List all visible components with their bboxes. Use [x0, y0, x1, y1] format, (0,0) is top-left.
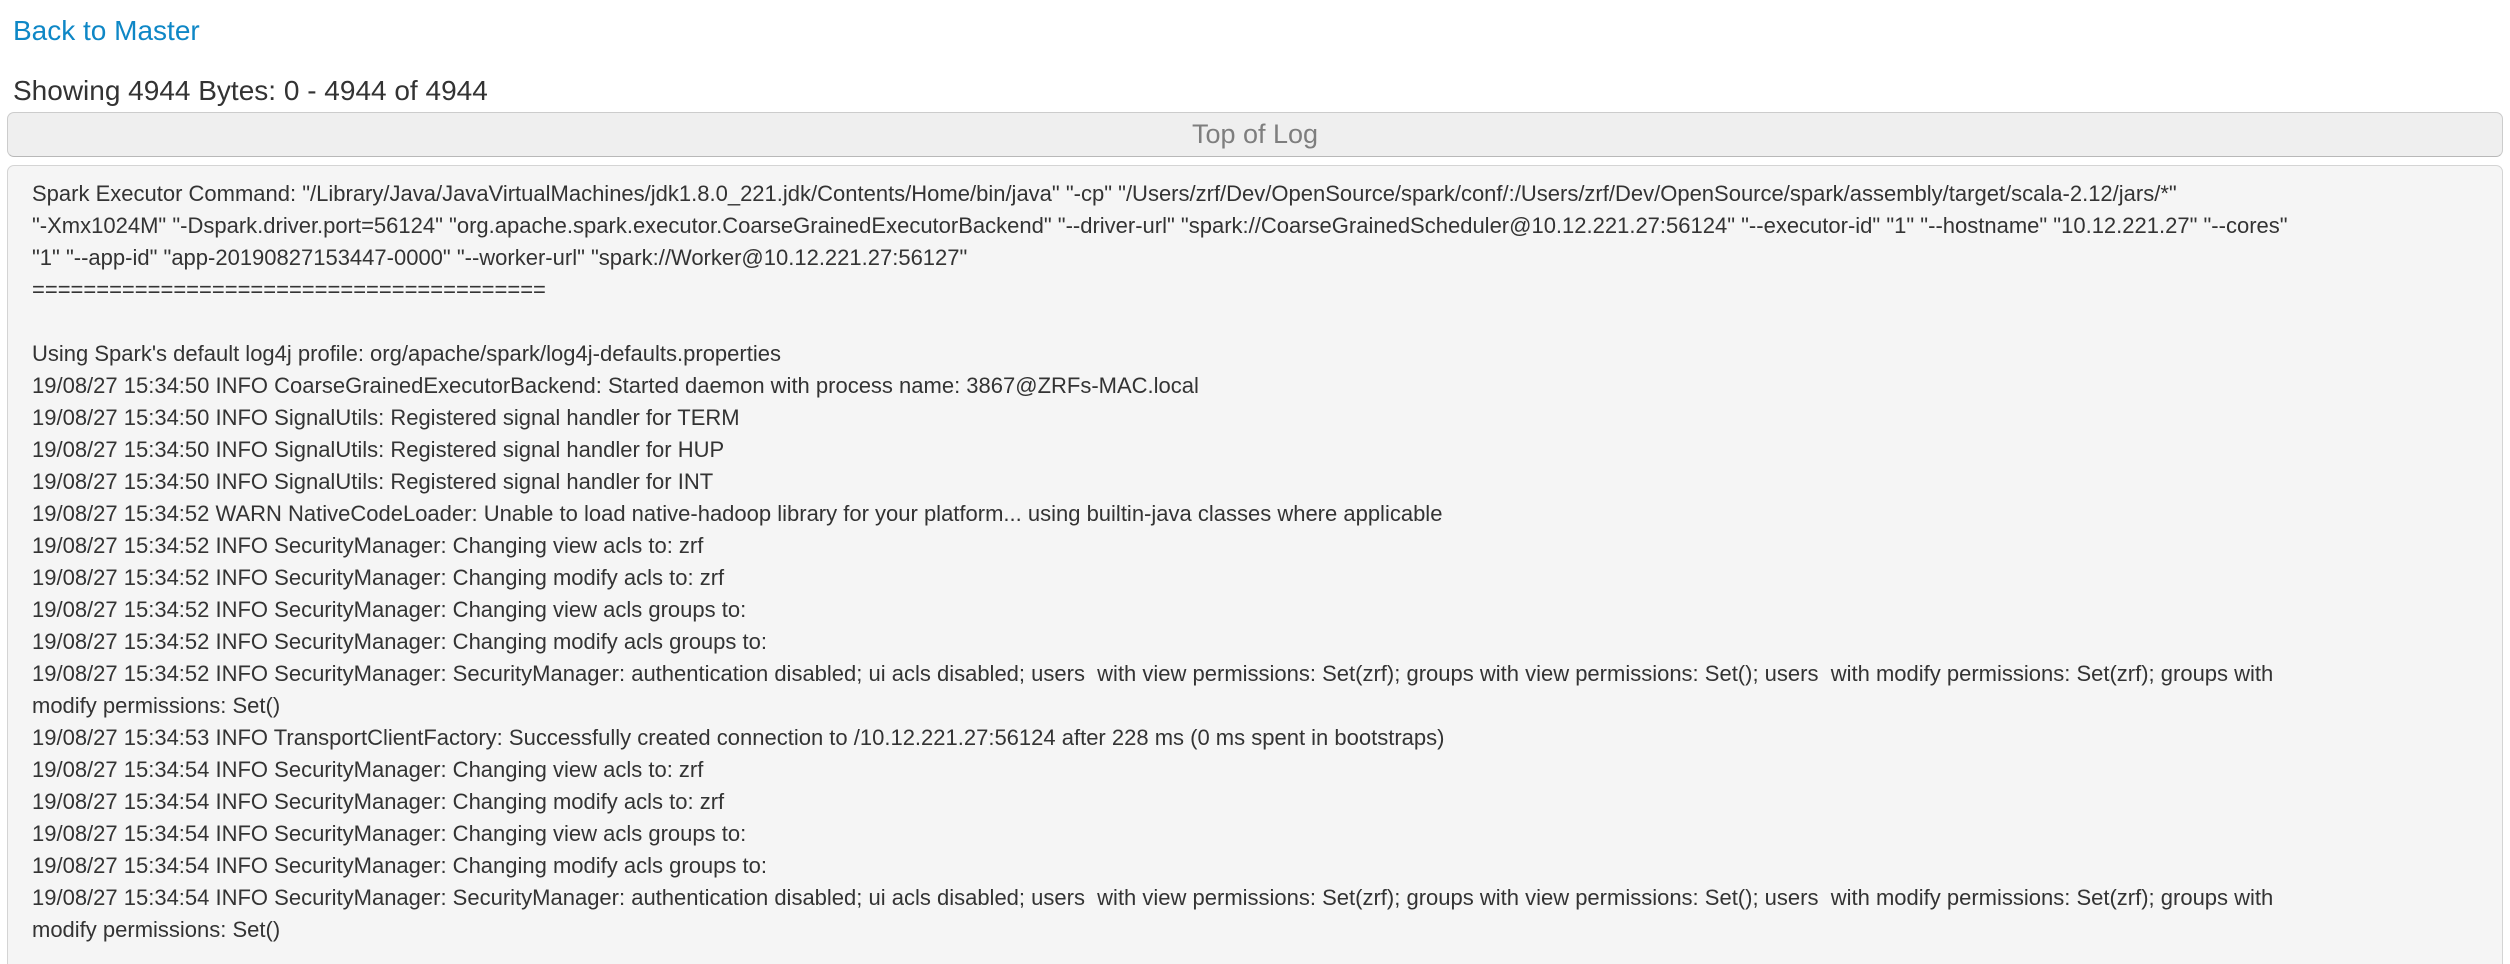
log-line: "-Xmx1024M" "-Dspark.driver.port=56124" "org.apache.spark.executor.CoarseGrainedExecutorBackend" "--driver-url" "spark://CoarseGrainedScheduler@10.12.221.27:56124" "--executor-id" "1" "--hostname" "10.12.221.27" "--cores" — [32, 213, 2288, 238]
log-line: 19/08/27 15:34:54 INFO SecurityManager: Changing modify acls to: zrf — [32, 789, 725, 814]
log-page — [0, 14, 2510, 964]
log-line: 19/08/27 15:34:54 INFO SecurityManager: SecurityManager: authentication disabled; ui acls disabled; users with view permissions: Set(zrf); groups with view permissions: Set(); users with modify permissions: Set(zrf); groups with — [32, 885, 2274, 910]
log-line: 19/08/27 15:34:54 INFO SecurityManager: Changing view acls to: zrf — [32, 757, 704, 782]
log-line: 19/08/27 15:34:50 INFO SignalUtils: Registered signal handler for TERM — [32, 405, 740, 430]
log-line: Using Spark's default log4j profile: org/apache/spark/log4j-defaults.properties — [32, 341, 781, 366]
log-line: ======================================== — [32, 277, 546, 302]
log-scroll-area[interactable] — [7, 165, 2503, 964]
log-line: 19/08/27 15:34:50 INFO SignalUtils: Registered signal handler for INT — [32, 469, 714, 494]
top-of-log-button[interactable]: Top of Log — [7, 112, 2503, 157]
byte-range-text: Showing 4944 Bytes: 0 - 4944 of 4944 — [13, 75, 488, 106]
log-line: 19/08/27 15:34:52 INFO SecurityManager: SecurityManager: authentication disabled; ui acls disabled; users with view permissions: Set(zrf); groups with view permissions: Set(); users with modify permissions: Set(zrf); groups with — [32, 661, 2274, 686]
log-line: "1" "--app-id" "app-20190827153447-0000" "--worker-url" "spark://Worker@10.12.221.27:56127" — [32, 245, 968, 270]
log-page-container — [0, 14, 2510, 964]
log-line: Spark Executor Command: "/Library/Java/JavaVirtualMachines/jdk1.8.0_221.jdk/Contents/Home/bin/java" "-cp" "/Users/zrf/Dev/OpenSource/spark/conf/:/Users/zrf/Dev/OpenSource/spark/assembly/target/scala-2.12/jars/*" — [32, 181, 2177, 206]
log-line: 19/08/27 15:34:52 WARN NativeCodeLoader: Unable to load native-hadoop library for your platform... using builtin-java classes where applicable — [32, 501, 1443, 526]
log-line: modify permissions: Set() — [32, 917, 281, 942]
log-content — [32, 178, 2478, 946]
log-line: 19/08/27 15:34:52 INFO SecurityManager: Changing view acls groups to: — [32, 597, 747, 622]
log-line: 19/08/27 15:34:50 INFO CoarseGrainedExecutorBackend: Started daemon with process name: 3867@ZRFs-MAC.local — [32, 373, 1199, 398]
log-line: 19/08/27 15:34:53 INFO TransportClientFactory: Successfully created connection to /10.12.221.27:56124 after 228 ms (0 ms spent in bootstraps) — [32, 725, 1445, 750]
log-line: 19/08/27 15:34:52 INFO SecurityManager: Changing modify acls groups to: — [32, 629, 767, 654]
log-line: 19/08/27 15:34:54 INFO SecurityManager: Changing view acls groups to: — [32, 821, 747, 846]
log-line — [32, 306, 2478, 338]
back-to-master-link[interactable]: Back to Master — [13, 15, 200, 46]
log-line: 19/08/27 15:34:54 INFO SecurityManager: Changing modify acls groups to: — [32, 853, 767, 878]
log-line: 19/08/27 15:34:52 INFO SecurityManager: Changing modify acls to: zrf — [32, 565, 725, 590]
back-link-row — [13, 14, 2503, 48]
log-line: 19/08/27 15:34:50 INFO SignalUtils: Registered signal handler for HUP — [32, 437, 725, 462]
log-line: 19/08/27 15:34:52 INFO SecurityManager: Changing view acls to: zrf — [32, 533, 704, 558]
log-line: modify permissions: Set() — [32, 693, 281, 718]
